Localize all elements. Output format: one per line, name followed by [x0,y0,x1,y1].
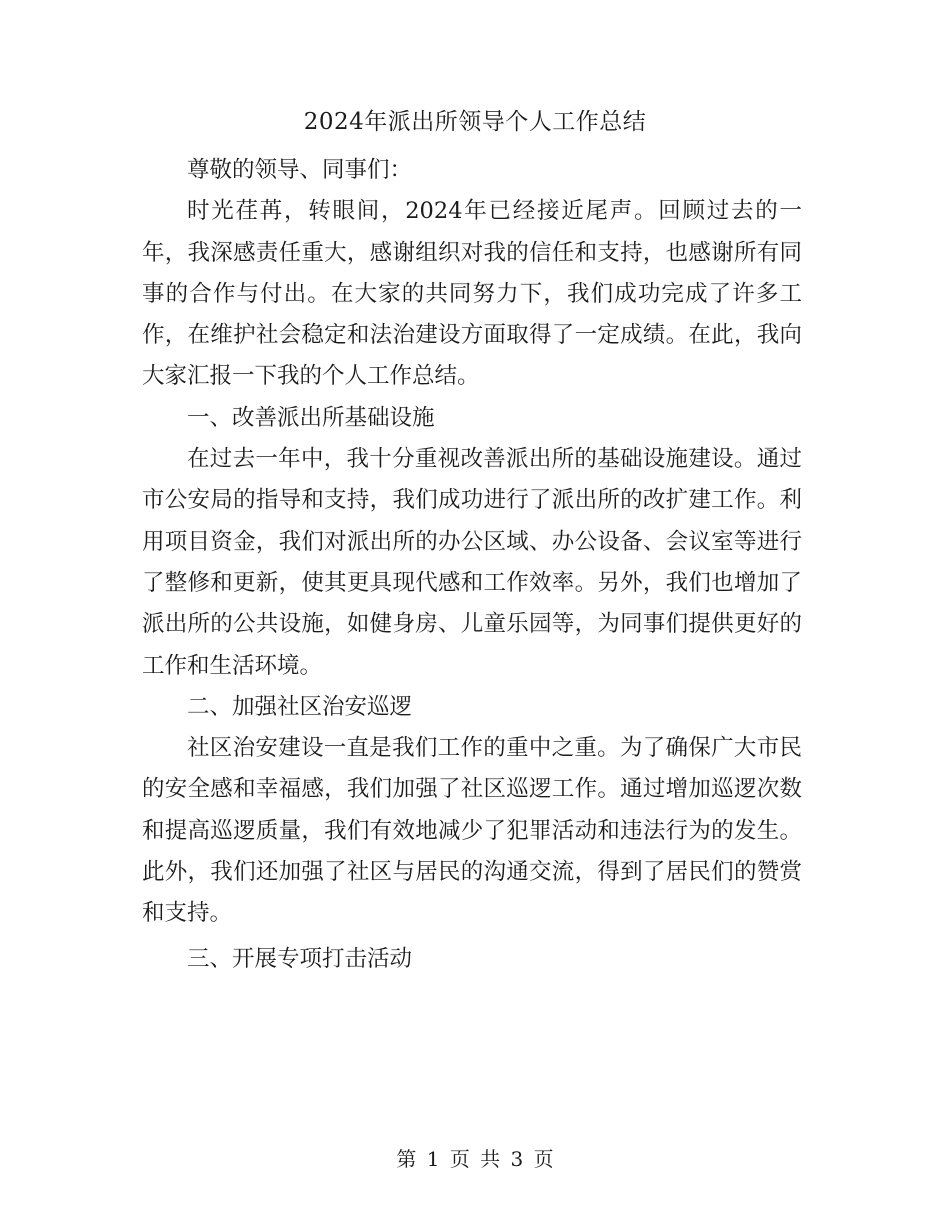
section-body-2: 社区治安建设一直是我们工作的重中之重。为了确保广大市民的安全感和幸福感，我们加强了社区巡逻工作。通过增加巡逻次数和提高巡逻质量，我们有效地减少了犯罪活动和违法行为的发生。此外，我们还加强了社区与居民的沟通交流，得到了居民们的赞赏和支持。 [142,735,802,927]
section-heading-1: 一、改善派出所基础设施 [187,404,435,431]
section-body-1: 在过去一年中，我十分重视改善派出所的基础设施建设。通过市公安局的指导和支持，我们成功进行了派出所的改扩建工作。利用项目资金，我们对派出所的办公区域、办公设备、会议室等进行了整修和更新，使其更具现代感和工作效率。另外，我们也增加了派出所的公共设施，如健身房、儿童乐园等，为同事们提供更好的工作和生活环境。 [142,446,802,679]
page-indicator: 第 1 页 共 3 页 [396,1147,554,1171]
document-title: 2024年派出所领导个人工作总结 [303,109,647,135]
section-heading-3: 三、开展专项打击活动 [187,945,413,972]
intro-paragraph: 时光荏苒，转眼间，2024年已经接近尾声。回顾过去的一年，我深感责任重大，感谢组织对我的信任和支持，也感谢所有同事的合作与付出。在大家的共同努力下，我们成功完成了许多工作，在维护社会稳定和法治建设方面取得了一定成绩。在此，我向大家汇报一下我的个人工作总结。 [142,198,802,390]
salutation: 尊敬的领导、同事们： [187,157,413,183]
section-heading-2: 二、加强社区治安巡逻 [187,693,413,720]
document-body [142,150,802,980]
